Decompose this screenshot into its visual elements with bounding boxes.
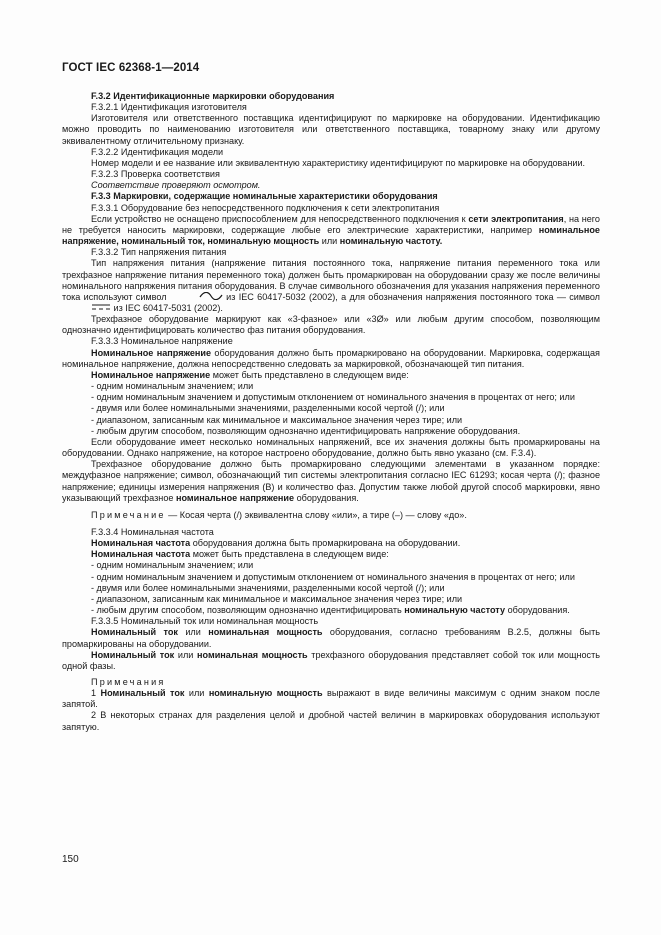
notes-heading: Примечания: [91, 677, 166, 687]
page-number: 150: [62, 854, 79, 865]
subsection-f332: F.3.3.2 Тип напряжения питания: [91, 247, 227, 258]
paragraph-f333-b: Номинальное напряжение может быть представлено в следующем виде:: [91, 369, 409, 380]
subsection-f335: F.3.3.5 Номинальный ток или номинальная мощность: [91, 616, 319, 627]
paragraph-f331: Если устройство не оснащено приспособлением для непосредственного подключения к сети электропитания, на него не требуется наносить маркировки, содержащие любые его электрические характеристики, например номинальное напряжение, номинальный ток, номинальную мощность или номинальную частоту.: [62, 213, 600, 247]
section-heading-f32: F.3.2 Идентификационные маркировки оборудования: [91, 91, 335, 101]
paragraph-f335-a: Номинальный ток или номинальная мощность оборудования, согласно требованиям B.2.5, должны быть промаркированы на оборудовании.: [62, 627, 600, 649]
subsection-f322: F.3.2.2 Идентификация модели: [91, 146, 224, 157]
note-f333: Примечание — Косая черта (/) эквивалентна слову «или», а тире (–) — слову «до».: [91, 509, 467, 520]
note-2: 2 В некоторых странах для разделения целой и дробной частей величин в маркировках оборудования используют запятую.: [62, 710, 600, 732]
list-item: - двумя или более номинальными значениями, разделенными косой чертой (/); или: [91, 403, 445, 414]
list-item: - диапазоном, записанным как минимальное и максимальное значения через тире; или: [91, 414, 463, 425]
paragraph-f334-b: Номинальная частота может быть представлена в следующем виде:: [91, 549, 389, 560]
paragraph-f321: Изготовителя или ответственного поставщика идентифицируют по маркировке на оборудовании. Идентификацию можно проводить по наименованию изготовителя или ответственного поставщика, товарному знаку или другому эквивалентному отличительному признаку.: [62, 113, 600, 146]
paragraph-f323: Соответствие проверяют осмотром.: [91, 180, 261, 191]
list-item: - одним номинальным значением; или: [91, 381, 254, 392]
paragraph-f333-d: Трехфазное оборудование должно быть промаркировано следующими элементами в указанном порядке: междуфазное напряжение; символ, обозначающий тип системы электропитания согласно IEC 61293; косая черта (/); фазное напряжение; единицы измерения напряжения (В) и количество фаз. Допустим также любой другой способ маркировки, явно указывающий трехфазное номинальное напряжение оборудования.: [62, 459, 600, 503]
paragraph-f332-three-phase: Трехфазное оборудование маркируют как «3-фазное» или «3Ø» или любым другим способом, позволяющим однозначно идентифицировать количество фаз питания оборудования.: [62, 314, 600, 336]
paragraph-f334-a: Номинальная частота оборудования должна быть промаркирована на оборудовании.: [91, 538, 461, 549]
paragraph-f335-b: Номинальный ток или номинальная мощность трехфазного оборудования представляет собой ток или мощность одной фазы.: [62, 649, 600, 671]
standard-header: ГОСТ IEC 62368-1—2014: [62, 62, 200, 74]
subsection-f334: F.3.3.4 Номинальная частота: [91, 526, 214, 537]
subsection-f331: F.3.3.1 Оборудование без непосредственного подключения к сети электропитания: [91, 202, 440, 213]
list-item: - одним номинальным значением и допустимым отклонением от номинального значения в процентах от него; или: [91, 392, 575, 403]
list-item: - любым другим способом, позволяющим однозначно идентифицировать номинальную частоту оборудования.: [91, 605, 570, 616]
list-item: - одним номинальным значением и допустимым отклонением от номинального значения в процентах от него; или: [91, 571, 575, 582]
list-item: - диапазоном, записанным как минимальное и максимальное значения через тире; или: [91, 593, 463, 604]
paragraph-f332-supply: Тип напряжения питания (напряжение питания постоянного тока, напряжение питания переменного тока или трехфазное напряжение питания переменного тока) должен быть промаркирован на оборудовании сразу же после величины номинального напряжения питания оборудования. В случае символьного обозначения для указания напряжения переменного тока используют символ из IEC 60417-5032 (2002), а для обозначения напряжения постоянного тока — символ из IEC 60417-5031 (2002).: [62, 258, 600, 313]
list-item: - двумя или более номинальными значениями, разделенными косой чертой (/); или: [91, 582, 445, 593]
paragraph-f322: Номер модели и ее название или эквивалентную характеристику идентифицируют по маркировке на оборудовании.: [91, 157, 586, 168]
dc-symbol-icon: [62, 303, 111, 314]
paragraph-f333-c: Если оборудование имеет несколько номинальных напряжений, все их значения должны быть промаркированы на оборудовании. Однако напряжение, на которое настроено оборудование, должно быть явно указано (см. F.3.4).: [62, 436, 600, 459]
list-item: - любым другим способом, позволяющим однозначно идентифицировать напряжение оборудования.: [91, 425, 521, 436]
subsection-f323: F.3.2.3 Проверка соответствия: [91, 169, 220, 180]
section-heading-f33: F.3.3 Маркировки, содержащие номинальные характеристики оборудования: [91, 191, 438, 202]
list-item: - одним номинальным значением; или: [91, 560, 254, 571]
subsection-f321: F.3.2.1 Идентификация изготовителя: [91, 102, 247, 113]
paragraph-f333-a: Номинальное напряжение оборудования должно быть промаркировано на оборудовании. Маркировка, содержащая номинальное напряжение, должна непосредственно следовать за маркировкой, обозначающей тип питания.: [62, 347, 600, 369]
subsection-f333: F.3.3.3 Номинальное напряжение: [91, 336, 233, 347]
ac-wave-icon: [170, 292, 223, 303]
page-content: [62, 91, 600, 733]
note-1: 1 Номинальный ток или номинальную мощность выражают в виде величины максимум с одним знаком после запятой.: [62, 688, 600, 710]
